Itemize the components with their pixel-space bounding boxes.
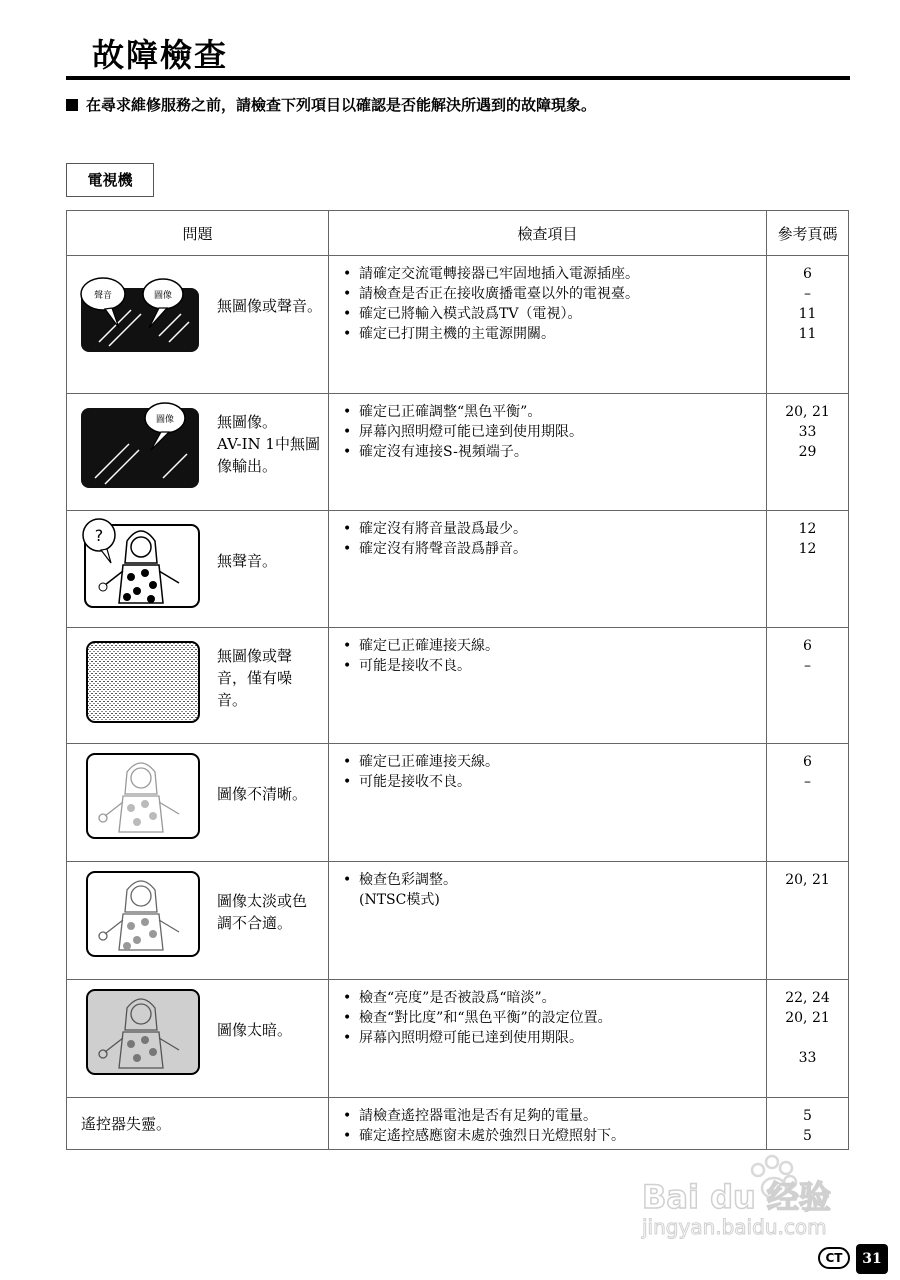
page-ref: 6 [803,266,812,282]
watermark-brand: Bai du 经验 [642,1178,831,1216]
watermark-url: jingyan.baidu.com [642,1215,827,1239]
check-item: • 確定已正確調整“黑色平衡”。 [343,402,766,422]
check-item: • 確定沒有連接S-視頻端子。 [343,442,766,462]
check-cell [329,1098,767,1150]
page-ref-cell [767,511,849,628]
troubleshooting-table [66,210,849,1150]
bubble-label-sound: 聲音 [93,291,113,301]
problem-line: 無圖像。 [217,413,278,431]
tv-blurry-icon [79,744,203,844]
table-row [67,980,849,1098]
page-ref: – [804,658,811,674]
problem-cell [67,256,329,394]
page-ref: 33 [798,1050,817,1066]
page-ref-cell [767,744,849,862]
check-cell [329,980,767,1098]
page-ref: 33 [798,424,817,440]
header-pages: 參考頁碼 [767,211,849,256]
tv-faded-color-icon [79,862,203,962]
problem-cell [67,628,329,744]
problem-cell [67,511,329,628]
check-item: • 檢查“亮度”是否被設爲“暗淡”。 [343,988,766,1008]
page-ref-cell [767,980,849,1098]
check-item: • 可能是接收不良。 [343,772,766,792]
table-header-row [67,211,849,256]
problem-line: 無圖像或聲 [217,647,293,665]
check-item: • 請檢查遙控器電池是否有足夠的電量。 [343,1106,766,1126]
page-ref: 5 [803,1128,812,1144]
check-item: • 確定遙控感應窗未處於強烈日光燈照射下。 [343,1126,766,1146]
page-title: 故障檢查 [92,36,229,74]
bubble-label-picture: 圖像 [155,415,175,425]
problem-text: 無圖像或聲音。 [217,297,323,315]
problem-cell [67,1098,329,1150]
problem-cell [67,394,329,511]
page-ref [768,1028,847,1048]
page-ref-cell [767,394,849,511]
table-row [67,394,849,511]
check-item: • 檢查“對比度”和“黑色平衡”的設定位置。 [343,1008,766,1028]
problem-text [217,645,328,711]
page-ref-cell [767,1098,849,1150]
problem-line: 音，僅有噪 [217,669,293,687]
tv-no-sound-icon [79,511,203,611]
page-number: 31 [856,1244,888,1274]
check-item: • 屏幕內照明燈可能已達到使用期限。 [343,422,766,442]
problem-text: 遙控器失靈。 [81,1114,172,1133]
problem-text [217,411,328,477]
page-ref: 11 [798,326,817,342]
page-ref: 22, 24 [785,990,830,1006]
check-cell [329,628,767,744]
check-item: • 可能是接收不良。 [343,656,766,676]
page-ref: 6 [803,754,812,770]
problem-line: 音。 [217,691,248,709]
tv-no-picture-icon [79,394,203,494]
check-item: • 請檢查是否正在接收廣播電臺以外的電視臺。 [343,284,766,304]
check-cell [329,394,767,511]
page-ref: 6 [803,638,812,654]
intro-label: 在尋求維修服務之前，請檢查下列項目以確認是否能解決所遇到的故障現象。 [86,96,597,114]
tv-noise-icon [79,628,203,728]
page-ref: – [804,286,811,302]
problem-text: 無聲音。 [217,552,278,570]
square-bullet-icon [66,99,78,111]
check-item: • 確定沒有將聲音設爲靜音。 [343,539,766,559]
bubble-label-picture: 圖像 [153,291,173,301]
check-cell [329,256,767,394]
check-item: • 檢查色彩調整。 [343,870,766,890]
check-cell [329,862,767,980]
check-item: • 確定已正確連接天線。 [343,636,766,656]
table-row [67,1098,849,1150]
page-ref: 20, 21 [785,872,830,888]
page-ref: 5 [803,1108,812,1124]
check-item: • 確定已正確連接天線。 [343,752,766,772]
problem-text: 圖像太暗。 [217,1021,293,1039]
page-ref: 12 [798,521,817,537]
intro-text [66,94,596,115]
tv-dark-picture-icon [79,980,203,1080]
table-row [67,628,849,744]
problem-cell [67,862,329,980]
table-row [67,862,849,980]
check-item: • 確定已將輸入模式設爲TV（電視）。 [343,304,766,324]
problem-line: 圖像太淡或色 [217,892,308,910]
page-ref-cell [767,256,849,394]
table-row [67,256,849,394]
problem-cell [67,980,329,1098]
table-row [67,744,849,862]
check-item: • 確定已打開主機的主電源開關。 [343,324,766,344]
baidu-watermark [640,1150,860,1240]
tv-no-picture-sound-icon [79,256,203,356]
problem-line: 像輸出。 [217,457,278,475]
table-row [67,511,849,628]
check-cell [329,511,767,628]
page-ref: 11 [798,306,817,322]
check-item: • 確定沒有將音量設爲最少。 [343,519,766,539]
check-item: • 屏幕內照明燈可能已達到使用期限。 [343,1028,766,1048]
problem-text [217,890,328,934]
page-ref: 20, 21 [785,1010,830,1026]
title-rule [66,76,850,80]
check-cell [329,744,767,862]
page-ref: 12 [798,541,817,557]
page-ref: – [804,774,811,790]
problem-cell [67,744,329,862]
page-ref: 29 [798,444,817,460]
problem-text: 圖像不清晰。 [217,785,308,803]
check-item: • 請確定交流電轉接器已牢固地插入電源插座。 [343,264,766,284]
page-ref: 20, 21 [785,404,830,420]
check-item-note: (NTSC模式) [359,892,440,908]
bubble-label-question: ? [94,526,104,545]
problem-line: AV-IN 1中無圖 [217,435,320,453]
language-badge: CT [818,1247,850,1269]
problem-line: 調不合適。 [217,914,293,932]
page-ref-cell [767,862,849,980]
header-problem: 問題 [67,211,329,256]
page-ref-cell [767,628,849,744]
header-check: 檢查項目 [329,211,767,256]
section-tab-tv: 電視機 [66,163,154,197]
